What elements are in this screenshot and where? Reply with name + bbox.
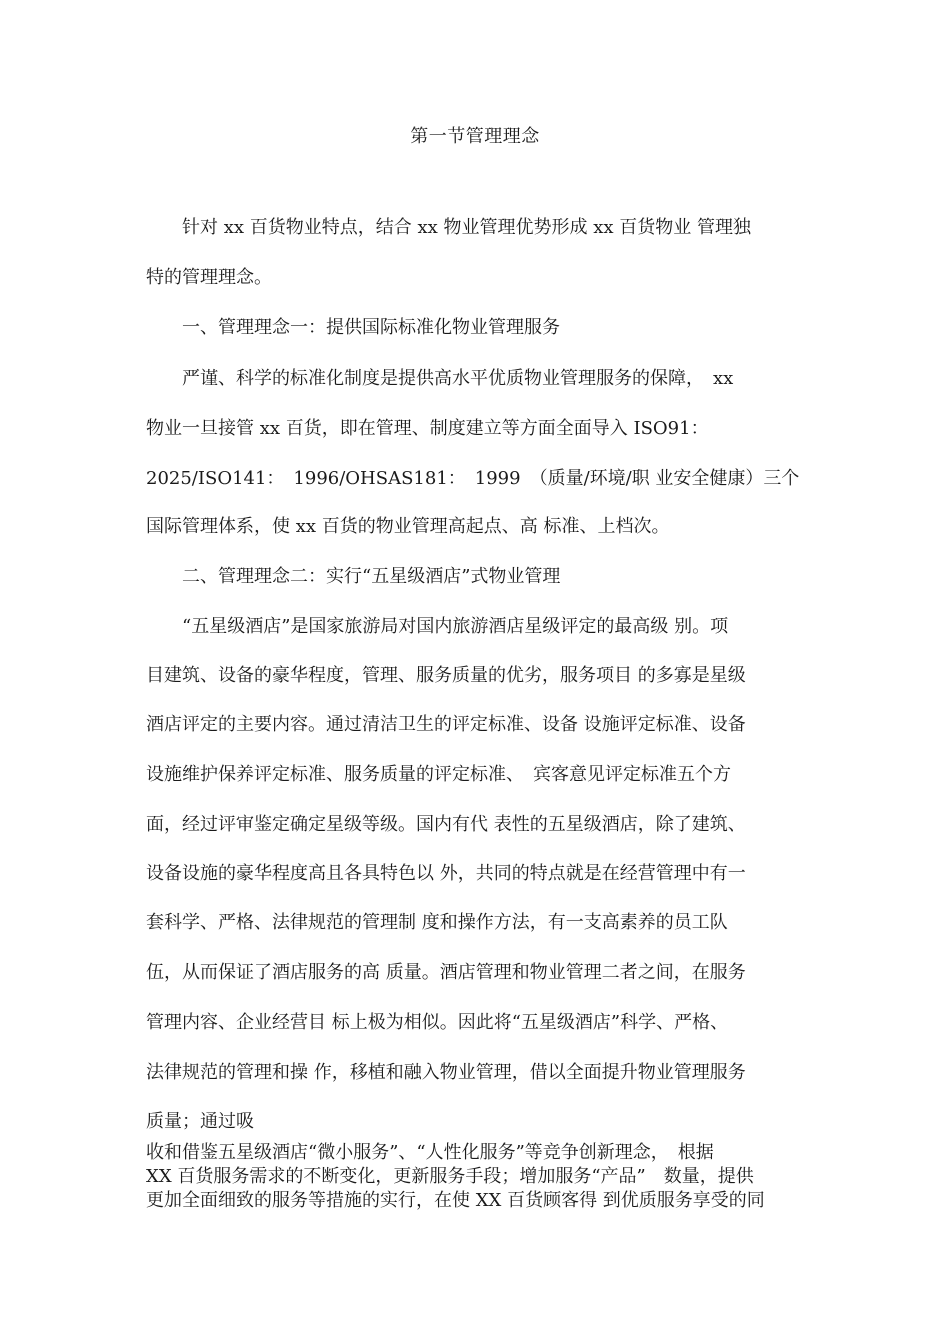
- paragraph-line: “五星级酒店”是国家旅游局对国内旅游酒店星级评定的最高级 别。项: [146, 616, 729, 637]
- paragraph-line: 伍，从而保证了酒店服务的高 质量。酒店管理和物业管理二者之间，在服务: [146, 962, 746, 983]
- heading-line: 二、管理理念二：实行“五星级酒店”式物业管理: [146, 566, 561, 587]
- section-title: 第一节管理理念: [410, 126, 540, 147]
- paragraph-line: XX 百货服务需求的不断变化，更新服务手段；增加服务“产品” 数量，提供: [146, 1166, 754, 1187]
- paragraph-line: 特的管理理念。: [146, 267, 272, 288]
- paragraph-line: 管理内容、企业经营目 标上极为相似。因此将“五星级酒店”科学、严格、: [146, 1012, 729, 1033]
- paragraph-line: 收和借鉴五星级酒店“微小服务”、“人性化服务”等竞争创新理念， 根据: [146, 1142, 714, 1163]
- paragraph-line: 严谨、科学的标准化制度是提供高水平优质物业管理服务的保障， xx: [146, 368, 734, 389]
- paragraph-line: 酒店评定的主要内容。通过清洁卫生的评定标准、设备 设施评定标准、设备: [146, 714, 746, 735]
- paragraph-line: 质量；通过吸: [146, 1111, 254, 1132]
- paragraph-line: 针对 xx 百货物业特点，结合 xx 物业管理优势形成 xx 百货物业 管理独: [146, 217, 751, 238]
- heading-line: 一、管理理念一：提供国际标准化物业管理服务: [146, 317, 560, 338]
- paragraph-line: 设施维护保养评定标准、服务质量的评定标准、 宾客意见评定标准五个方: [146, 764, 731, 785]
- paragraph-line: 2025/ISO141： 1996/OHSAS181： 1999 （质量/环境/职 业安全健康）三个: [146, 468, 800, 489]
- paragraph-line: 目建筑、设备的豪华程度，管理、服务质量的优劣，服务项目 的多寡是星级: [146, 665, 746, 686]
- paragraph-line: 更加全面细致的服务等措施的实行，在使 XX 百货顾客得 到优质服务享受的同: [146, 1190, 765, 1211]
- paragraph-line: 法律规范的管理和操 作，移植和融入物业管理，借以全面提升物业管理服务: [146, 1062, 746, 1083]
- paragraph-line: 国际管理体系，使 xx 百货的物业管理高起点、高 标准、上档次。: [146, 516, 670, 537]
- paragraph-line: 设备设施的豪华程度高且各具特色以 外，共同的特点就是在经营管理中有一: [146, 863, 746, 884]
- paragraph-line: 物业一旦接管 xx 百货，即在管理、制度建立等方面全面导入 ISO91：: [146, 418, 709, 439]
- paragraph-line: 套科学、严格、法律规范的管理制 度和操作方法，有一支高素养的员工队: [146, 912, 728, 933]
- paragraph-line: 面，经过评审鉴定确定星级等级。国内有代 表性的五星级酒店，除了建筑、: [146, 814, 746, 835]
